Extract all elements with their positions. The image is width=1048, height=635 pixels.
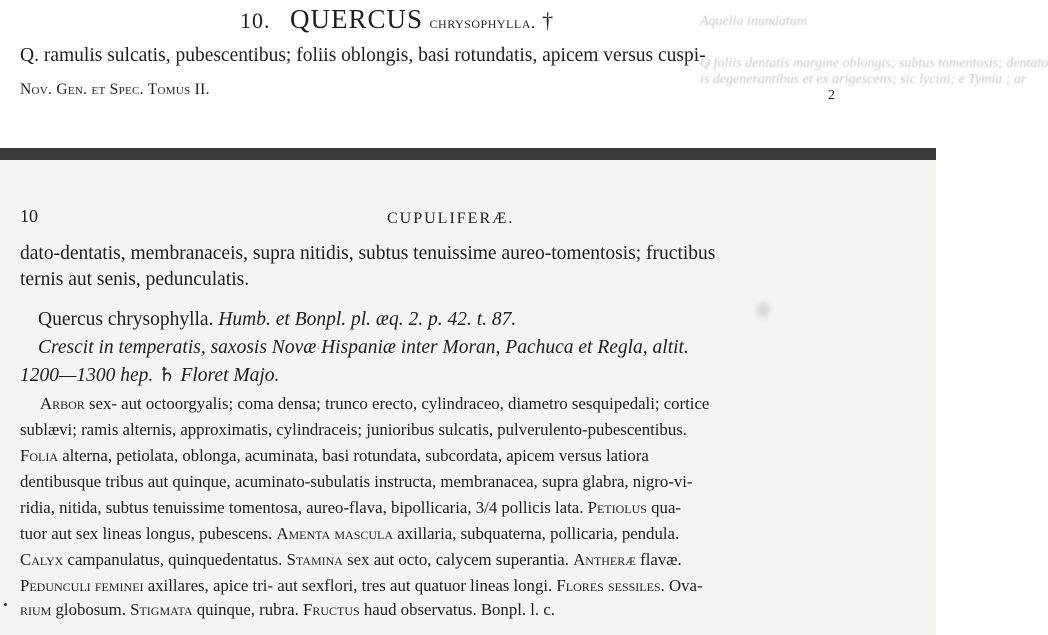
description-line-8: [20, 576, 703, 596]
bleed-through-text-2: Q foliis dentatis margine oblongis; subtus tomentosis; dentato: [700, 56, 1048, 71]
description-line-7: [20, 550, 682, 570]
description-text: quinque, rubra.: [192, 600, 299, 619]
description-line-6: [20, 524, 679, 544]
description-text: globosum.: [51, 600, 126, 619]
description-text: axillares, apice tri- aut sexflori, tres aut quatuor lineas longi.: [143, 576, 553, 595]
term-petiolus: Petiolus: [587, 498, 647, 517]
signature-line: Nov. Gen. et Spec. Tomus II.: [20, 81, 210, 98]
term-ovarium: rium: [20, 600, 52, 619]
description-text: flavæ.: [635, 550, 682, 569]
description-line-4: dentibusque tribus aut quinque, acuminato-subulatis instructa, membranacea, supra glabra, nigro-vi-: [20, 472, 693, 491]
diagnosis-continued-2: ternis aut senis, pedunculatis.: [20, 269, 250, 290]
page-number: 10: [20, 206, 38, 226]
paper-smudge: [756, 303, 770, 317]
description-text: sex aut octo, calycem superantia.: [342, 550, 569, 569]
term-amenta-mascula: Amenta mascula: [276, 524, 394, 543]
species-heading: [240, 4, 554, 35]
genus-name: QUERCUS: [290, 4, 424, 34]
description-line-3: [20, 446, 649, 466]
citation-name: Quercus chrysophylla.: [38, 309, 214, 330]
term-pedunculi-feminei: Pedunculi feminei: [20, 576, 144, 595]
upper-page-fragment: [0, 0, 1048, 148]
diagnosis-line: Q. ramulis sulcatis, pubescentibus; foliis oblongis, basi rotundatis, apicem versus cuspi-: [20, 45, 706, 66]
term-fructus: Fructus: [302, 600, 360, 619]
stray-mark: [4, 603, 7, 606]
description-line-2: sublævi; ramis alternis, approximatis, cylindraceis; junioribus sulcatis, pulverulento-pubescentibus.: [20, 420, 687, 439]
term-stamina: Stamina: [286, 550, 343, 569]
signature-number: 2: [828, 88, 835, 103]
citation-reference: Humb. et Bonpl. pl. æq. 2. p. 42. t. 87.: [218, 309, 517, 330]
bleed-through-text-3: is degenerantibus et ex arigescens; sic lycini; e Tymia ; ar: [700, 72, 1027, 87]
term-calyx: Calyx: [20, 550, 64, 569]
description-line-1: [40, 394, 709, 414]
description-text: haud observatus. Bonpl. l. c.: [359, 600, 555, 619]
running-title: CUPULIFERÆ.: [387, 210, 515, 227]
bleed-through-text-1: Aquella inundatum: [700, 14, 807, 29]
description-text: campanulatus, quinquedentatus.: [63, 550, 283, 569]
habitat-line-2: 1200—1300 hep. ♄ Floret Majo.: [20, 365, 280, 386]
description-text: sex- aut octoorgyalis; coma densa; trunco erecto, cylindraceo, diametro sesquipedali; cortice: [84, 394, 710, 413]
term-antherae: Antheræ: [573, 550, 636, 569]
citation-line: [38, 309, 516, 331]
term-folia: Folia: [20, 446, 58, 465]
dagger-mark: †: [542, 8, 555, 33]
diagnosis-continued-1: dato-dentatis, membranaceis, supra nitidis, subtus tenuissime aureo-tomentosis; fructibus: [20, 243, 716, 264]
scan-divider: [0, 148, 936, 160]
lower-page: [0, 160, 936, 635]
term-arbor: Arbor: [40, 394, 85, 413]
description-line-9: [20, 600, 555, 620]
species-number: 10.: [240, 8, 271, 33]
description-text: axillaria, subquaterna, pollicaria, pendula.: [393, 524, 680, 543]
description-text: tuor aut sex lineas longus, pubescens.: [20, 524, 273, 543]
description-text: alterna, petiolata, oblonga, acuminata, basi rotundata, subcordata, apicem versus latiora: [58, 446, 649, 465]
term-flores: Flores sessiles.: [556, 576, 665, 595]
description-text: Ova-: [664, 576, 703, 595]
term-stigmata: Stigmata: [130, 600, 193, 619]
description-text: qua-: [646, 498, 681, 517]
species-epithet: chrysophylla.: [429, 13, 536, 32]
description-text: ridia, nitida, subtus tenuissime tomentosa, aureo-flava, bipollicaria, 3/4 pollicis lata.: [20, 498, 584, 517]
description-line-5: [20, 498, 681, 518]
habitat-line-1: Crescit in temperatis, saxosis Novæ Hispaniæ inter Moran, Pachuca et Regla, altit.: [38, 337, 689, 358]
